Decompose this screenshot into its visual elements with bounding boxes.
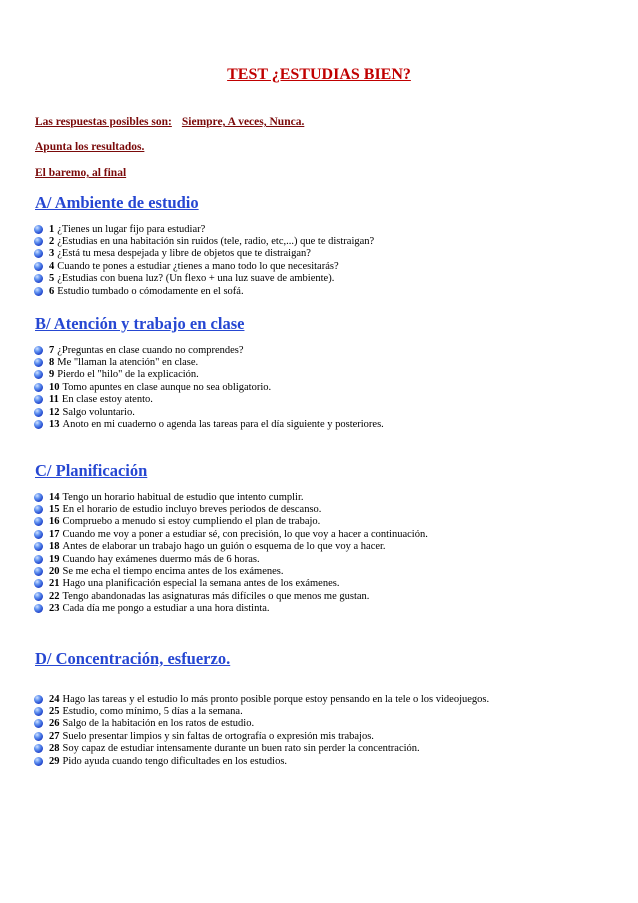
list-item: 28 Soy capaz de estudiar intensamente durante un buen rato sin perder la concentración. [34, 743, 489, 755]
list-item: 25 Estudio, como mínimo, 5 días a la semana. [34, 705, 489, 717]
bullet-icon [34, 719, 43, 728]
answers-label: Las respuestas posibles son: [35, 116, 172, 128]
list-item: 23 Cada día me pongo a estudiar a una hora distinta. [34, 603, 428, 615]
list-item: 12 Salgo voluntario. [34, 406, 384, 418]
bullet-icon [34, 732, 43, 741]
bullet-icon [34, 707, 43, 716]
list-item: 19 Cuando hay exámenes duermo más de 6 horas. [34, 553, 428, 565]
bullet-icon [34, 757, 43, 766]
list-item: 20 Se me echa el tiempo encima antes de los exámenes. [34, 565, 428, 577]
bullet-icon [34, 383, 43, 392]
section-heading-d: D/ Concentración, esfuerzo. [35, 649, 231, 668]
bullet-icon [34, 604, 43, 613]
bullet-icon [34, 225, 43, 234]
list-item: 3 ¿Está tu mesa despejada y libre de objetos que te distraigan? [34, 248, 374, 260]
bullet-icon [34, 346, 43, 355]
bullet-icon [34, 420, 43, 429]
list-item: 14 Tengo un horario habitual de estudio que intento cumplir. [34, 491, 428, 503]
list-item: 5 ¿Estudias con buena luz? (Un flexo + una luz suave de ambiente). [34, 273, 374, 285]
bullet-icon [34, 567, 43, 576]
section-list-c [34, 491, 428, 615]
bullet-icon [34, 542, 43, 551]
bullet-icon [34, 579, 43, 588]
bullet-icon [34, 249, 43, 258]
list-item: 27 Suelo presentar limpios y sin faltas de ortografía o expresión mis trabajos. [34, 730, 489, 742]
bullet-icon [34, 592, 43, 601]
bullet-icon [34, 287, 43, 296]
list-item: 11 En clase estoy atento. [34, 394, 384, 406]
list-item: 18 Antes de elaborar un trabajo hago un guión o esquema de lo que voy a hacer. [34, 541, 428, 553]
bullet-icon [34, 744, 43, 753]
list-item: 7 ¿Preguntas en clase cuando no comprendes? [34, 344, 384, 356]
bullet-icon [34, 274, 43, 283]
bullet-icon [34, 530, 43, 539]
section-list-d [34, 693, 489, 767]
section-heading-c: C/ Planificación [35, 461, 148, 480]
answers-values: Siempre, A veces, Nunca. [181, 116, 305, 128]
list-item: 24 Hago las tareas y el estudio lo más pronto posible porque estoy pensando en la tele o los videojuegos. [34, 693, 489, 705]
section-list-b [34, 344, 384, 431]
bullet-icon [34, 493, 43, 502]
list-item: 29 Pido ayuda cuando tengo dificultades en los estudios. [34, 755, 489, 767]
list-item: 15 En el horario de estudio incluyo breves periodos de descanso. [34, 503, 428, 515]
list-item: 8 Me "llaman la atención" en clase. [34, 356, 384, 368]
bullet-icon [34, 395, 43, 404]
bullet-icon [34, 408, 43, 417]
section-heading-a: A/ Ambiente de estudio [35, 193, 199, 212]
answers-line [35, 116, 304, 128]
bullet-icon [34, 358, 43, 367]
page-title: TEST ¿ESTUDIAS BIEN? [227, 66, 411, 83]
bullet-icon [34, 237, 43, 246]
section-heading-b: B/ Atención y trabajo en clase [35, 314, 245, 333]
bullet-icon [34, 370, 43, 379]
list-item: 9 Pierdo el "hilo" de la explicación. [34, 369, 384, 381]
bullet-icon [34, 555, 43, 564]
list-item: 4 Cuando te pones a estudiar ¿tienes a mano todo lo que necesitarás? [34, 260, 374, 272]
list-item: 17 Cuando me voy a poner a estudiar sé, con precisión, lo que voy a hacer a continuación. [34, 528, 428, 540]
bullet-icon [34, 505, 43, 514]
bullet-icon [34, 262, 43, 271]
list-item: 1 ¿Tienes un lugar fijo para estudiar? [34, 223, 374, 235]
baremo-note: El baremo, al final [35, 167, 127, 179]
list-item: 10 Tomo apuntes en clase aunque no sea obligatorio. [34, 381, 384, 393]
list-item: 2 ¿Estudias en una habitación sin ruidos (tele, radio, etc,...) que te distraigan? [34, 235, 374, 247]
list-item: 22 Tengo abandonadas las asignaturas más difíciles o que menos me gustan. [34, 590, 428, 602]
section-list-a [34, 223, 374, 297]
list-item: 21 Hago una planificación especial la semana antes de los exámenes. [34, 578, 428, 590]
list-item: 26 Salgo de la habitación en los ratos de estudio. [34, 718, 489, 730]
list-item: 6 Estudio tumbado o cómodamente en el sofá. [34, 285, 374, 297]
bullet-icon [34, 517, 43, 526]
list-item: 13 Anoto en mi cuaderno o agenda las tareas para el día siguiente y posteriores. [34, 418, 384, 430]
results-note: Apunta los resultados. [35, 141, 145, 153]
list-item: 16 Compruebo a menudo si estoy cumpliendo el plan de trabajo. [34, 516, 428, 528]
bullet-icon [34, 695, 43, 704]
